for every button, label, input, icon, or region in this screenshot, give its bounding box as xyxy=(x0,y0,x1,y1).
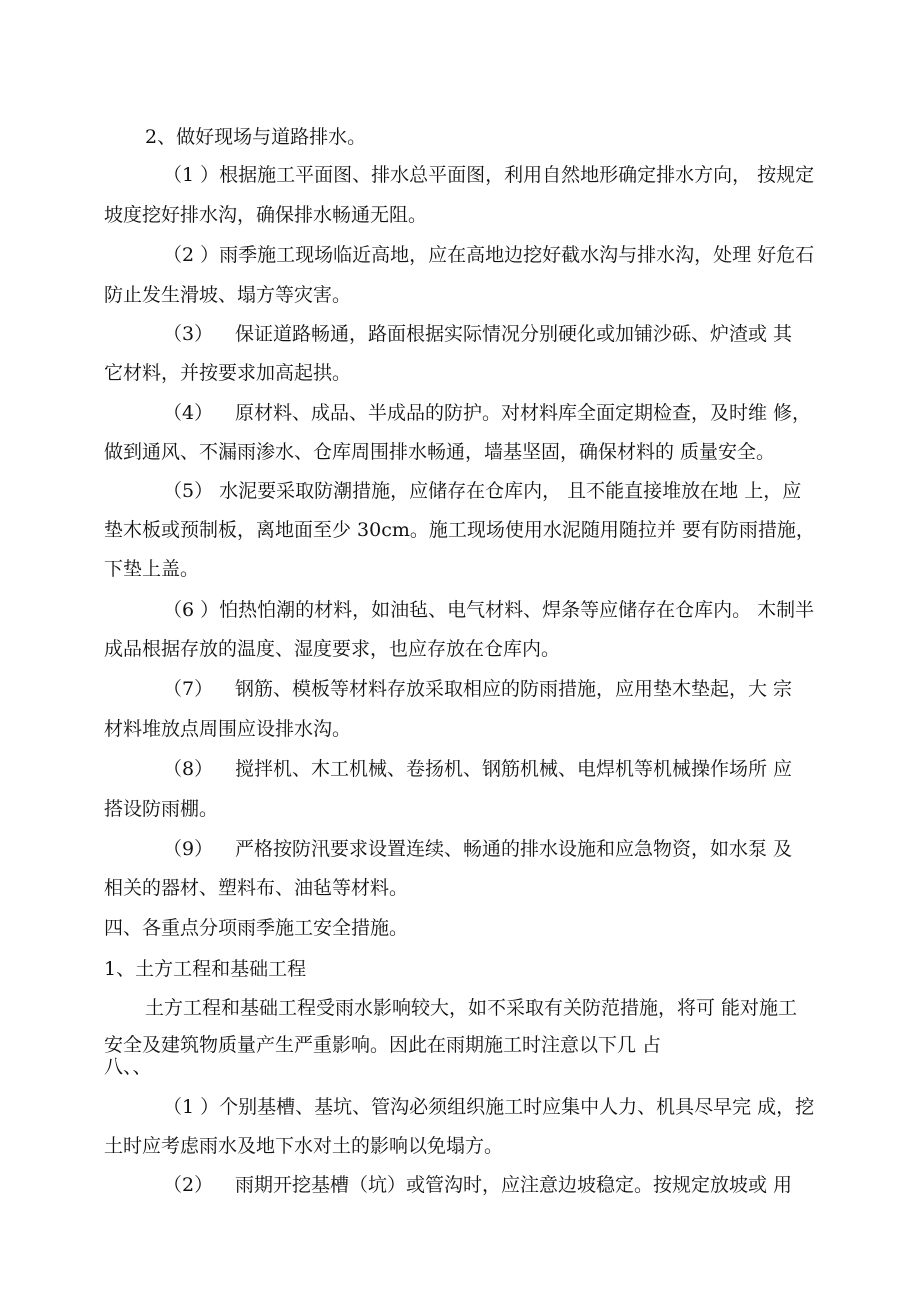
item-number: （7） xyxy=(163,678,214,700)
paragraph-text: 搅拌机、木工机械、卷扬机、钢筋机械、电焊机等机械操作场所 应 xyxy=(235,758,793,780)
paragraph-line: （2 ）雨季施工现场临近高地，应在高地边挖好截水沟与排水沟，处理 好危石 xyxy=(163,244,815,266)
paragraph-line: 相关的器材、塑料布、油毡等材料。 xyxy=(104,877,409,899)
item-number: （2） xyxy=(163,1174,214,1196)
paragraph-line xyxy=(163,321,883,347)
paragraph-line: 材料堆放点周围应设排水沟。 xyxy=(104,718,352,740)
paragraph-line: 土时应考虑雨水及地下水对土的影响以免塌方。 xyxy=(104,1135,504,1157)
paragraph-line: 土方工程和基础工程受雨水影响较大，如不采取有关防范措施，将可 能对施工 xyxy=(145,997,798,1019)
paragraph-line: 防止发生滑坡、塌方等灾害。 xyxy=(104,284,352,306)
item-number: （3） xyxy=(163,323,214,345)
paragraph-line: 坡度挖好排水沟，确保排水畅通无阻。 xyxy=(104,204,428,226)
item-number: （9） xyxy=(163,838,214,860)
paragraph-text: 保证道路畅通，路面根据实际情况分别硬化或加铺沙砾、炉渣或 其 xyxy=(235,323,793,345)
section-heading: 2、做好现场与道路排水。 xyxy=(145,126,367,148)
item-number: （4） xyxy=(163,402,214,424)
paragraph-line: 搭设防雨棚。 xyxy=(104,798,219,820)
paragraph-line: （1 ）个别基槽、基坑、管沟必须组织施工时应集中人力、机具尽早完 成，挖 xyxy=(163,1096,815,1118)
paragraph-line: （6 ）怕热怕潮的材料，如油毡、电气材料、焊条等应储存在仓库内。 木制半 xyxy=(163,599,815,621)
paragraph-text: 雨期开挖基槽（坑）或管沟时，应注意边坡稳定。按规定放坡或 用 xyxy=(235,1174,793,1196)
item-number: （8） xyxy=(163,758,214,780)
paragraph-line xyxy=(163,836,883,862)
paragraph-line xyxy=(163,756,883,782)
paragraph-text: 原材料、成品、半成品的防护。对材料库全面定期检查，及时维 修， xyxy=(235,402,812,424)
paragraph-line: （1 ）根据施工平面图、排水总平面图，利用自然地形确定排水方向， 按规定 xyxy=(163,164,815,186)
paragraph-line: 八、、 xyxy=(104,1056,152,1078)
paragraph-line: 下垫上盖。 xyxy=(104,558,200,580)
paragraph-line xyxy=(163,676,883,702)
paragraph-line: 它材料，并按要求加高起拱。 xyxy=(104,362,352,384)
section-heading: 四、各重点分项雨季施工安全措施。 xyxy=(104,917,409,939)
paragraph-text: 钢筋、模板等材料存放采取相应的防雨措施，应用垫木垫起，大 宗 xyxy=(235,678,793,700)
paragraph-line: 做到通风、不漏雨渗水、仓库周围排水畅通，墙基坚固，确保材料的 质量安全。 xyxy=(104,441,776,463)
paragraph-line: 安全及建筑物质量产生严重影响。因此在雨期施工时注意以下几 占 xyxy=(104,1034,662,1056)
paragraph-line: （5） 水泥要采取防潮措施，应储存在仓库内， 且不能直接堆放在地 上，应 xyxy=(163,480,802,502)
paragraph-line xyxy=(163,400,883,426)
paragraph-text: 严格按防汛要求设置连续、畅通的排水设施和应急物资，如水泵 及 xyxy=(235,838,793,860)
subsection-heading: 1、土方工程和基础工程 xyxy=(104,958,307,980)
paragraph-line xyxy=(163,1172,883,1198)
paragraph-line: 成品根据存放的温度、湿度要求，也应存放在仓库内。 xyxy=(104,638,561,660)
paragraph-line: 垫木板或预制板，离地面至少 30cm。施工现场使用水泥随用随拉并 要有防雨措施， xyxy=(104,519,815,541)
